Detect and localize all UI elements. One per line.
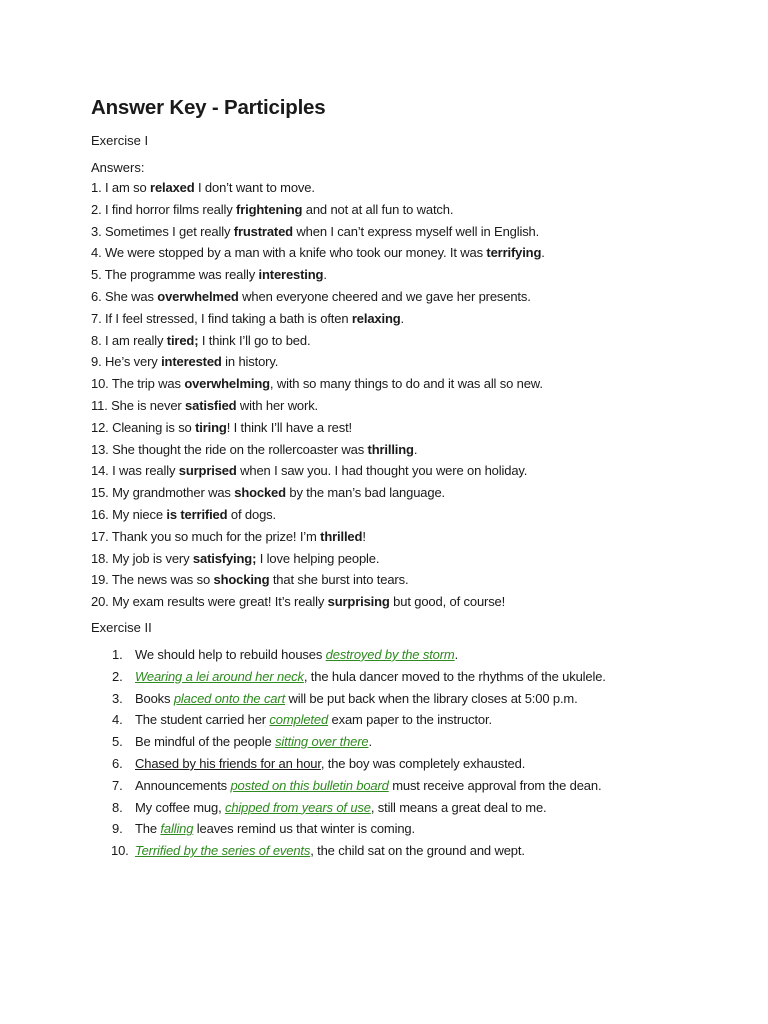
list-item bbox=[91, 591, 731, 613]
answer-word: shocking bbox=[213, 572, 270, 588]
item-text: 12. Cleaning is so bbox=[91, 419, 196, 435]
item-text: My coffee mug, bbox=[135, 799, 225, 815]
list-item bbox=[91, 709, 731, 731]
list-item bbox=[91, 177, 731, 199]
answer-word: is terrified bbox=[166, 506, 228, 522]
item-text: when I can’t express myself well in English. bbox=[292, 223, 540, 239]
item-text: must receive approval from the dean. bbox=[388, 777, 602, 793]
answer-word: satisfying; bbox=[192, 550, 257, 566]
list-item bbox=[91, 308, 731, 330]
item-text: 6. She was bbox=[91, 288, 158, 304]
list-item bbox=[91, 242, 731, 264]
item-text: . bbox=[541, 245, 545, 261]
item-text: will be put back when the library closes at 5:00 p.m. bbox=[285, 690, 578, 706]
answer-word: shocked bbox=[234, 485, 286, 501]
item-text: with her work. bbox=[236, 397, 319, 413]
answer-word: relaxed bbox=[150, 180, 195, 195]
answer-word: frustrated bbox=[233, 223, 293, 239]
list-item bbox=[91, 818, 731, 840]
item-text: 3. Sometimes I get really bbox=[91, 223, 234, 239]
item-number: 1. bbox=[112, 646, 123, 662]
item-text: of dogs. bbox=[227, 506, 276, 522]
item-text: leaves remind us that winter is coming. bbox=[193, 821, 415, 837]
list-item bbox=[91, 439, 731, 461]
answer-word: frightening bbox=[236, 201, 303, 217]
answer-word: interested bbox=[161, 354, 222, 370]
item-text: Announcements bbox=[135, 777, 231, 793]
participle-phrase: placed onto the cart bbox=[173, 690, 286, 706]
item-text: , the hula dancer moved to the rhythms of the ukulele. bbox=[303, 668, 606, 684]
participle-phrase: Chased by his friends for an hour bbox=[135, 755, 321, 771]
item-text: by the man’s bad language. bbox=[285, 485, 445, 501]
list-item bbox=[91, 569, 731, 591]
item-text: . bbox=[400, 310, 404, 326]
exercise-1-heading: Exercise I bbox=[91, 133, 149, 148]
list-item bbox=[91, 504, 731, 526]
answer-word: thrilling bbox=[367, 441, 414, 457]
item-number: 3. bbox=[112, 690, 123, 706]
item-text: I don’t want to move. bbox=[194, 180, 315, 195]
item-number: 2. bbox=[112, 668, 123, 684]
list-item bbox=[91, 417, 731, 439]
item-text: exam paper to the instructor. bbox=[328, 712, 492, 728]
item-number: 6. bbox=[112, 755, 123, 771]
item-text: , the child sat on the ground and wept. bbox=[310, 843, 525, 859]
item-text: , still means a great deal to me. bbox=[370, 799, 547, 815]
item-text: 20. My exam results were great! It’s really bbox=[91, 594, 328, 610]
list-item bbox=[91, 330, 731, 352]
answer-word: interesting bbox=[258, 267, 324, 283]
item-text: I love helping people. bbox=[256, 550, 380, 566]
answer-word: thrilled bbox=[320, 528, 363, 544]
participle-phrase: posted on this bulletin board bbox=[230, 777, 389, 793]
item-text: 9. He’s very bbox=[91, 354, 162, 370]
list-item bbox=[91, 666, 731, 688]
exercise-2-list bbox=[91, 644, 731, 862]
item-text: 1. I am so bbox=[91, 180, 151, 195]
list-item bbox=[91, 482, 731, 504]
item-text: . bbox=[323, 267, 327, 283]
item-text: The student carried her bbox=[135, 712, 270, 728]
answers-label: Answers: bbox=[91, 160, 145, 175]
item-text: 4. We were stopped by a man with a knife who took our money. It was bbox=[91, 245, 487, 261]
list-item bbox=[91, 731, 731, 753]
item-text: We should help to rebuild houses bbox=[135, 646, 326, 662]
item-text: 16. My niece bbox=[91, 506, 167, 522]
item-text: that she burst into tears. bbox=[269, 572, 409, 588]
item-text: when everyone cheered and we gave her presents. bbox=[238, 288, 531, 304]
exercise-2-heading: Exercise II bbox=[91, 619, 152, 635]
answer-word: satisfied bbox=[185, 397, 237, 413]
list-item bbox=[91, 395, 731, 417]
item-text: 14. I was really bbox=[91, 463, 179, 479]
answer-word: overwhelming bbox=[184, 376, 270, 392]
answer-word: tiring bbox=[195, 419, 227, 435]
list-item bbox=[91, 199, 731, 221]
answer-word: terrifying bbox=[486, 245, 542, 261]
list-item bbox=[91, 351, 731, 373]
item-text: but good, of course! bbox=[389, 594, 506, 610]
item-text: 13. She thought the ride on the rollercoaster was bbox=[91, 441, 368, 457]
item-text: when I saw you. I had thought you were on holiday. bbox=[236, 463, 528, 479]
item-text: 8. I am really bbox=[91, 332, 167, 348]
item-text: I think I’ll go to bed. bbox=[198, 332, 311, 348]
list-item bbox=[91, 526, 731, 548]
item-text: 15. My grandmother was bbox=[91, 485, 235, 501]
item-text: 10. The trip was bbox=[91, 376, 185, 392]
item-text: and not at all fun to watch. bbox=[302, 201, 454, 217]
answer-word: overwhelmed bbox=[157, 288, 239, 304]
list-item bbox=[91, 548, 731, 570]
item-number: 5. bbox=[112, 734, 123, 750]
answer-word: relaxing bbox=[351, 310, 401, 326]
item-text: 7. If I feel stressed, I find taking a bath is often bbox=[91, 310, 352, 326]
participle-phrase: chipped from years of use bbox=[225, 799, 371, 815]
list-item bbox=[91, 221, 731, 243]
item-text: 18. My job is very bbox=[91, 550, 193, 566]
participle-phrase: sitting over there bbox=[275, 734, 369, 750]
item-text: 11. She is never bbox=[91, 397, 186, 413]
exercise-1-list bbox=[91, 177, 731, 613]
participle-phrase: Terrified by the series of events bbox=[135, 843, 311, 859]
list-item bbox=[91, 840, 731, 862]
item-number: 7. bbox=[112, 777, 123, 793]
item-text: in history. bbox=[221, 354, 279, 370]
answer-word: surprised bbox=[178, 463, 237, 479]
list-item bbox=[91, 264, 731, 286]
item-text: 19. The news was so bbox=[91, 572, 214, 588]
document-page bbox=[91, 92, 731, 862]
item-number: 8. bbox=[112, 799, 123, 815]
item-text: , the boy was completely exhausted. bbox=[320, 755, 526, 771]
answer-word: tired; bbox=[166, 332, 199, 348]
item-text: ! bbox=[362, 528, 366, 544]
list-item bbox=[91, 753, 731, 775]
item-number: 10. bbox=[111, 843, 129, 859]
list-item bbox=[91, 775, 731, 797]
item-text: Books bbox=[135, 690, 174, 706]
item-text: . bbox=[413, 441, 418, 457]
item-text: ! I think I’ll have a rest! bbox=[226, 419, 352, 435]
participle-phrase: Wearing a lei around her neck bbox=[135, 668, 304, 684]
item-number: 4. bbox=[112, 712, 123, 728]
list-item bbox=[91, 644, 731, 666]
item-text: . bbox=[454, 646, 459, 662]
item-text: , with so many things to do and it was all so new. bbox=[269, 376, 543, 392]
list-item bbox=[91, 373, 731, 395]
item-text: 2. I find horror films really bbox=[91, 201, 237, 217]
list-item bbox=[91, 688, 731, 710]
list-item bbox=[91, 460, 731, 482]
item-text: . bbox=[368, 734, 372, 750]
item-text: 17. Thank you so much for the prize! I’m bbox=[91, 528, 321, 544]
participle-phrase: falling bbox=[160, 821, 194, 837]
item-number: 9. bbox=[112, 821, 123, 837]
page-title: Answer Key - Participles bbox=[91, 96, 326, 119]
answer-word: surprising bbox=[327, 594, 390, 610]
item-text: 5. The programme was really bbox=[91, 267, 259, 283]
participle-phrase: destroyed by the storm bbox=[325, 646, 455, 662]
item-text: Be mindful of the people bbox=[135, 734, 276, 750]
participle-phrase: completed bbox=[269, 712, 329, 728]
item-text: The bbox=[135, 821, 161, 837]
list-item bbox=[91, 797, 731, 819]
list-item bbox=[91, 286, 731, 308]
